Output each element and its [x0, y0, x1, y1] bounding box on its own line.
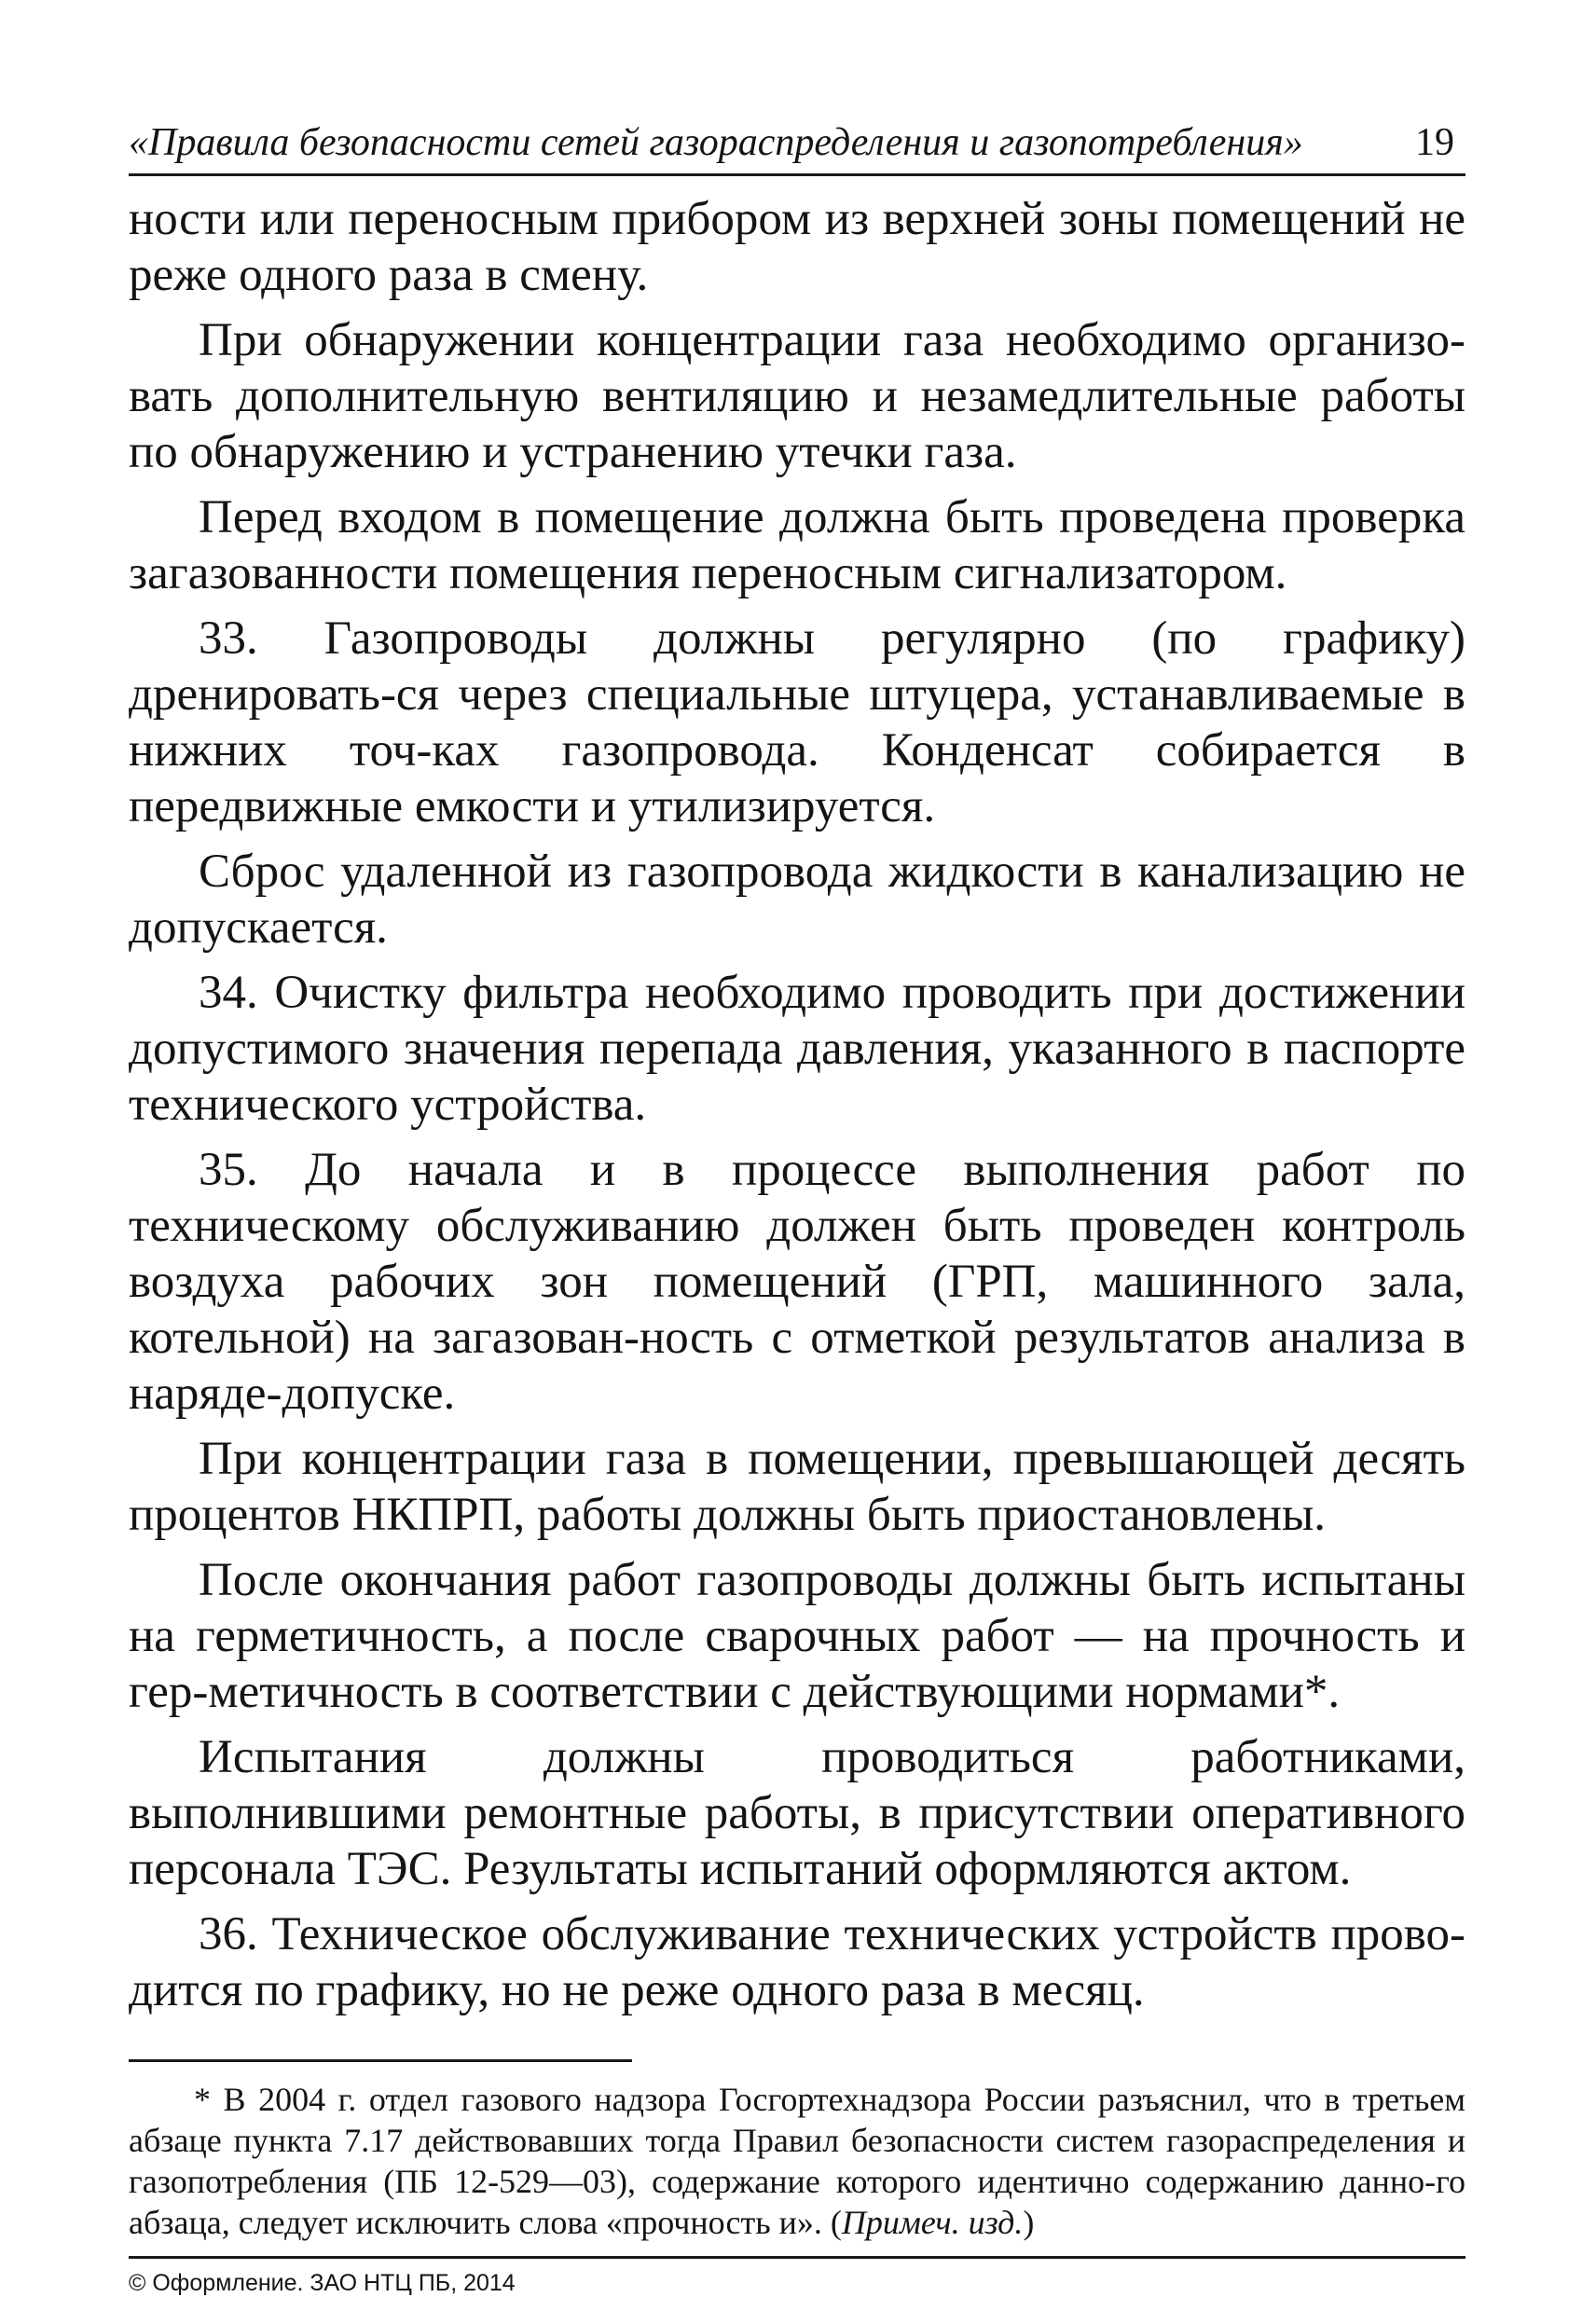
paragraph: При обнаружении концентрации газа необходимо организо-вать дополнительную вентиляцию и незамедлительные работы по обнаружению и устранению утечки газа.	[129, 314, 1465, 479]
footer-divider	[129, 2256, 1465, 2259]
paragraph: 34. Очистку фильтра необходимо проводить при достижении допустимого значения перепада давления, указанного в паспорте технического устройства.	[129, 967, 1465, 1132]
paragraph: Перед входом в помещение должна быть проведена проверка загазованности помещения переносным сигнализатором.	[129, 491, 1465, 600]
paragraph: При концентрации газа в помещении, превышающей десять процентов НКПРП, работы должны быть приостановлены.	[129, 1433, 1465, 1542]
footnote-text: * В 2004 г. отдел газового надзора Госгортехнадзора России разъяснил, что в третьем абзаце пункта 7.17 действовавших тогда Правил безопасности систем газораспределения и газопотребления (ПБ 12-529—03), содержание которого идентично содержанию данно-го абзаца, следует исключить слова «прочность и». (	[129, 2081, 1465, 2242]
footnote-close: )	[1023, 2204, 1035, 2242]
copyright-footer: © Оформление. ЗАО НТЦ ПБ, 2014	[129, 2270, 516, 2297]
paragraph: ности или переносным прибором из верхней зоны помещений не реже одного раза в смену.	[129, 193, 1465, 302]
page-number: 19	[1415, 121, 1454, 164]
footnote-note: Примеч. изд.	[841, 2204, 1024, 2242]
running-title: «Правила безопасности сетей газораспределения и газопотребления»	[129, 121, 1303, 164]
footnote-divider	[129, 2059, 632, 2062]
paragraph: 35. До начала и в процессе выполнения работ по техническому обслуживанию должен быть проведен контроль воздуха рабочих зон помещений (ГРП, машинного зала, котельной) на загазован-ность с отметкой результатов анализа в наряде-допуске.	[129, 1144, 1465, 1421]
footnote	[129, 2079, 1465, 2243]
running-header	[129, 121, 1465, 176]
paragraph: 33. Газопроводы должны регулярно (по графику) дренировать-ся через специальные штуцера, устанавливаемые в нижних точ-ках газопровода. Конденсат собирается в передвижные емкости и утилизируется.	[129, 612, 1465, 833]
paragraph: После окончания работ газопроводы должны быть испытаны на герметичность, а после сварочных работ — на прочность и гер-метичность в соответствии с действующими нормами*.	[129, 1554, 1465, 1719]
paragraph: Сброс удаленной из газопровода жидкости в канализацию не допускается.	[129, 846, 1465, 955]
document-page	[129, 121, 1465, 2297]
paragraph: 36. Техническое обслуживание технических устройств прово-дится по графику, но не реже одного раза в месяц.	[129, 1908, 1465, 2017]
body-text	[129, 191, 1465, 2018]
paragraph: Испытания должны проводиться работниками, выполнившими ремонтные работы, в присутствии оперативного персонала ТЭС. Результаты испытаний оформляются актом.	[129, 1731, 1465, 1896]
